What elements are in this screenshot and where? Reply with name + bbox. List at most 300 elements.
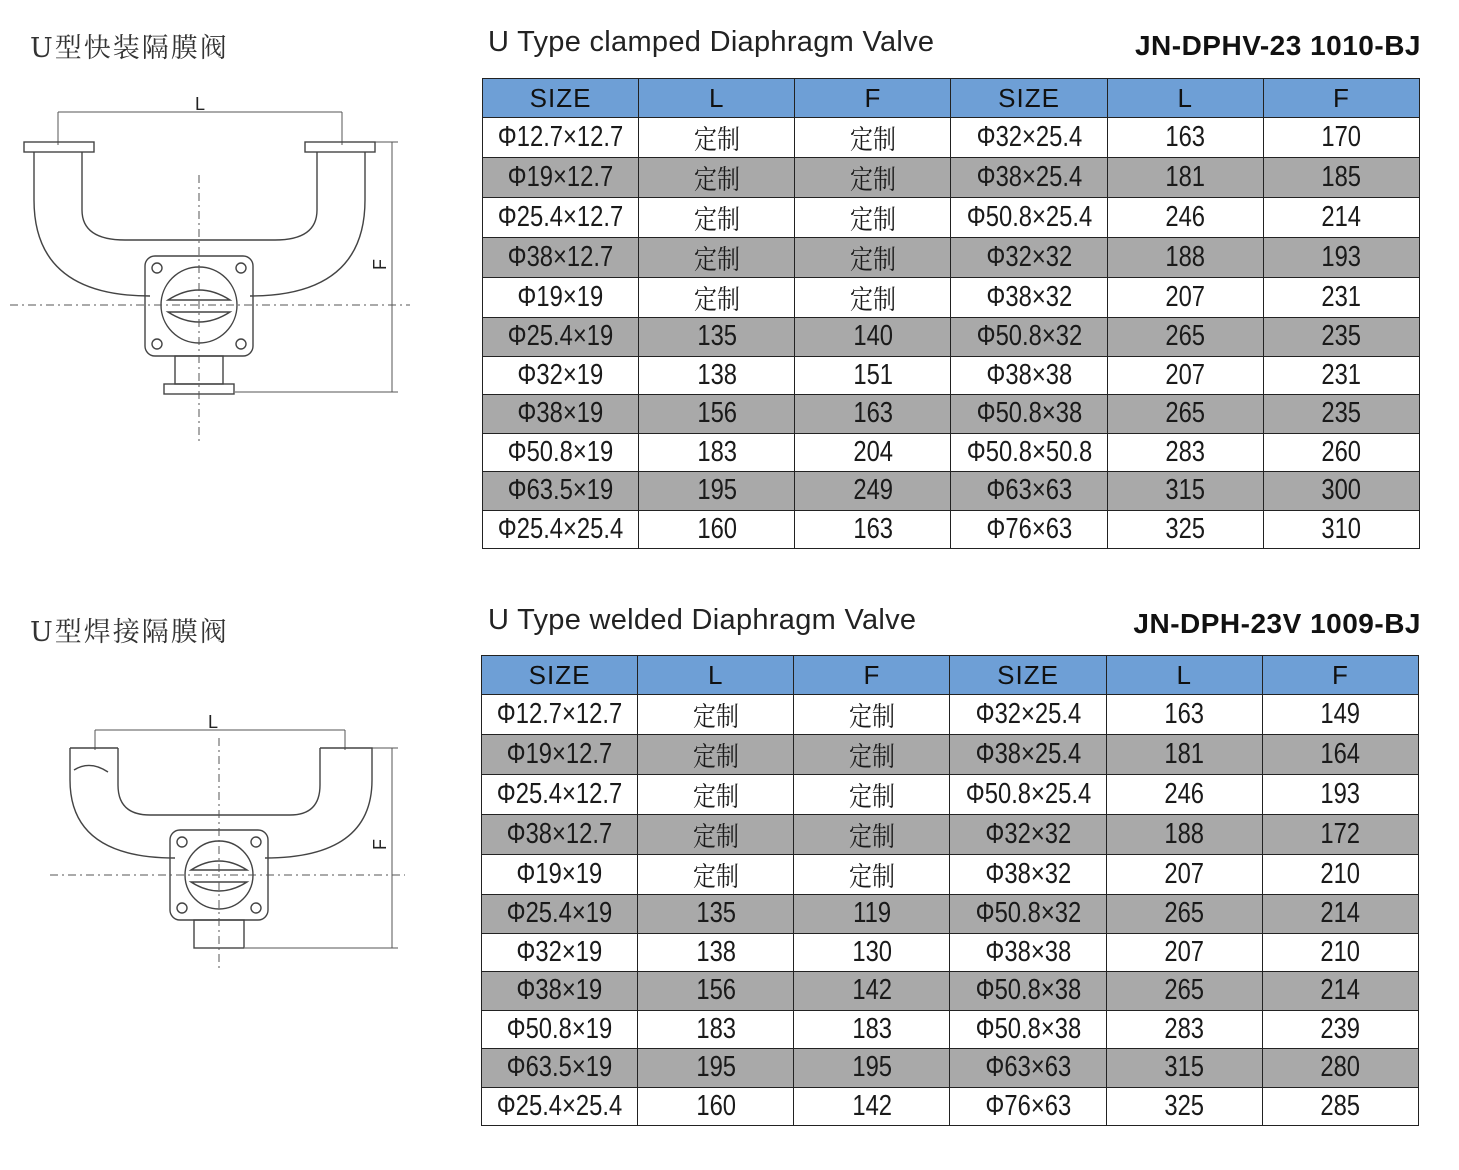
size-cell: [950, 1010, 1106, 1049]
l-cell: [1106, 815, 1262, 855]
dim-label-l: L: [195, 94, 206, 114]
cell-value: 170: [1321, 121, 1362, 153]
cell-value: Φ38×12.7: [506, 818, 613, 850]
size-cell: [483, 158, 639, 198]
f-cell: [795, 356, 951, 395]
cell-value: Φ63×63: [986, 474, 1072, 507]
cell-value: Φ50.8×25.4: [966, 201, 1092, 233]
f-cell: [795, 318, 951, 357]
cell-value: 163: [853, 512, 893, 545]
l-cell: [638, 735, 794, 775]
l-cell: [1106, 1010, 1262, 1049]
size-cell: [950, 695, 1106, 735]
l-cell: [1106, 1087, 1262, 1126]
cell-value: 188: [1165, 241, 1206, 273]
cell-value: 214: [1320, 897, 1361, 930]
cell-value: 188: [1164, 818, 1205, 850]
f-cell: [1263, 118, 1419, 158]
table-row: [482, 815, 1419, 855]
l-cell: [1106, 972, 1262, 1011]
size-cell: [483, 278, 639, 318]
f-cell: [1263, 510, 1419, 549]
cell-value: Φ32×19: [517, 358, 604, 391]
table-row: [483, 510, 1420, 549]
cell-value: Φ50.8×38: [976, 397, 1082, 430]
size-cell: [951, 433, 1107, 472]
l-cell: [639, 472, 795, 511]
cell-value: 定制: [693, 205, 740, 236]
cell-value: Φ25.4×19: [506, 897, 613, 930]
cell-value: 214: [1321, 201, 1362, 233]
size-cell: [482, 815, 638, 855]
table-row: [482, 1087, 1419, 1126]
l-cell: [1106, 855, 1262, 895]
cell-value: 定制: [693, 285, 740, 316]
cell-value: 定制: [693, 165, 740, 196]
size-cell: [951, 318, 1107, 357]
size-cell: [950, 775, 1106, 815]
cell-value: Φ12.7×12.7: [497, 121, 624, 153]
cell-value: 142: [852, 1089, 892, 1122]
cell-value: 207: [1164, 858, 1205, 890]
cell-value: Φ38×12.7: [507, 241, 614, 273]
cell-value: 130: [852, 935, 892, 968]
l-cell: [1107, 472, 1263, 511]
cell-value: Φ32×25.4: [975, 698, 1081, 730]
f-cell: [795, 395, 951, 434]
cell-value: 183: [696, 435, 737, 468]
cell-value: 181: [1164, 738, 1205, 770]
f-cell: [794, 1049, 950, 1088]
l-cell: [639, 356, 795, 395]
f-cell: [794, 1010, 950, 1049]
table-row: [482, 855, 1419, 895]
l-cell: [638, 1087, 794, 1126]
cell-value: Φ76×63: [986, 512, 1072, 545]
size-cell: [951, 198, 1107, 238]
col-header-l: L: [639, 79, 795, 118]
table-row: [483, 158, 1420, 198]
table-row: [483, 433, 1420, 472]
cell-value: 163: [1165, 121, 1206, 153]
f-cell: [1263, 395, 1419, 434]
cell-value: Φ25.4×25.4: [496, 1089, 623, 1122]
model-number: JN-DPH-23V 1009-BJ: [1133, 608, 1421, 639]
cell-value: Φ25.4×12.7: [496, 778, 623, 810]
l-cell: [1106, 735, 1262, 775]
cell-value: 207: [1165, 281, 1206, 313]
table-row: [482, 933, 1419, 972]
l-cell: [1106, 895, 1262, 934]
size-cell: [951, 395, 1107, 434]
l-cell: [1107, 433, 1263, 472]
l-cell: [638, 855, 794, 895]
size-cell: [482, 1049, 638, 1088]
cell-value: 285: [1320, 1089, 1361, 1122]
l-cell: [638, 972, 794, 1011]
size-cell: [482, 933, 638, 972]
col-header-l: L: [638, 656, 794, 695]
cell-value: 246: [1165, 201, 1206, 233]
size-cell: [483, 118, 639, 158]
cell-value: 定制: [693, 245, 740, 276]
l-cell: [638, 775, 794, 815]
size-cell: [483, 433, 639, 472]
f-cell: [795, 278, 951, 318]
cell-value: Φ32×19: [516, 935, 603, 968]
cell-value: Φ38×38: [986, 358, 1072, 391]
cell-value: Φ19×19: [516, 858, 603, 890]
cell-value: Φ38×38: [985, 935, 1071, 968]
l-cell: [638, 815, 794, 855]
f-cell: [1262, 1049, 1418, 1088]
l-cell: [639, 433, 795, 472]
f-cell: [1263, 198, 1419, 238]
col-header-f: F: [1263, 79, 1419, 118]
f-cell: [1263, 318, 1419, 357]
cell-value: 163: [1164, 698, 1205, 730]
cell-value: 定制: [848, 782, 895, 813]
f-cell: [795, 433, 951, 472]
table-row: [482, 695, 1419, 735]
cell-value: 315: [1165, 474, 1206, 507]
f-cell: [794, 972, 950, 1011]
cell-value: 135: [695, 897, 736, 930]
f-cell: [1262, 972, 1418, 1011]
f-cell: [1263, 238, 1419, 278]
col-header-l: L: [1106, 656, 1262, 695]
cell-value: 235: [1321, 320, 1362, 353]
l-cell: [639, 158, 795, 198]
f-cell: [794, 695, 950, 735]
f-cell: [1262, 1010, 1418, 1049]
f-cell: [795, 158, 951, 198]
cell-value: 160: [695, 1089, 736, 1122]
cell-value: 207: [1164, 935, 1205, 968]
table-row: [483, 318, 1420, 357]
f-cell: [794, 895, 950, 934]
cn-title: U型焊接隔膜阀: [30, 617, 229, 648]
cell-value: 300: [1321, 474, 1362, 507]
size-cell: [483, 356, 639, 395]
clamped-valve-drawing: [0, 0, 470, 470]
size-cell: [483, 198, 639, 238]
col-header-l: L: [1107, 79, 1263, 118]
cell-value: Φ19×12.7: [506, 738, 613, 770]
f-cell: [1263, 472, 1419, 511]
cell-value: 195: [695, 1051, 736, 1084]
size-cell: [951, 118, 1107, 158]
en-title: U Type welded Diaphragm Valve: [488, 604, 917, 636]
cell-value: 定制: [848, 702, 895, 733]
cell-value: 定制: [692, 822, 739, 853]
cell-value: 119: [852, 897, 891, 930]
f-cell: [795, 118, 951, 158]
table-row: [483, 278, 1420, 318]
l-cell: [1107, 198, 1263, 238]
cell-value: Φ50.8×19: [507, 435, 614, 468]
cell-value: 定制: [849, 205, 896, 236]
cell-value: 193: [1321, 241, 1362, 273]
cell-value: 定制: [849, 125, 896, 156]
cell-value: 185: [1321, 161, 1362, 193]
l-cell: [1106, 933, 1262, 972]
cell-value: 142: [852, 974, 892, 1007]
cell-value: 172: [1320, 818, 1361, 850]
dim-label-f: F: [370, 839, 390, 850]
size-cell: [950, 815, 1106, 855]
f-cell: [794, 855, 950, 895]
cell-value: Φ50.8×38: [975, 1012, 1081, 1045]
cell-value: 定制: [849, 245, 896, 276]
size-cell: [482, 1010, 638, 1049]
f-cell: [794, 815, 950, 855]
cell-value: 定制: [848, 822, 895, 853]
cell-value: Φ38×19: [517, 397, 604, 430]
size-cell: [482, 695, 638, 735]
size-cell: [951, 278, 1107, 318]
f-cell: [794, 933, 950, 972]
table-header-row: [482, 656, 1419, 695]
cell-value: 231: [1321, 358, 1362, 391]
f-cell: [795, 472, 951, 511]
cell-value: Φ38×19: [516, 974, 603, 1007]
cell-value: 265: [1165, 397, 1206, 430]
size-cell: [951, 356, 1107, 395]
size-cell: [950, 855, 1106, 895]
l-cell: [1107, 278, 1263, 318]
l-cell: [639, 238, 795, 278]
l-cell: [1107, 238, 1263, 278]
l-cell: [1107, 510, 1263, 549]
cell-value: Φ38×32: [985, 858, 1071, 890]
f-cell: [1263, 158, 1419, 198]
cell-value: 定制: [692, 862, 739, 893]
cell-value: 207: [1165, 358, 1206, 391]
col-header-f: F: [1262, 656, 1418, 695]
cell-value: Φ50.8×19: [506, 1012, 613, 1045]
f-cell: [1262, 815, 1418, 855]
size-cell: [483, 510, 639, 549]
col-header-size: SIZE: [951, 79, 1107, 118]
l-cell: [638, 933, 794, 972]
cell-value: Φ38×25.4: [975, 738, 1081, 770]
f-cell: [1263, 278, 1419, 318]
size-cell: [950, 1049, 1106, 1088]
cell-value: Φ12.7×12.7: [496, 698, 623, 730]
cell-value: 183: [852, 1012, 892, 1045]
cell-value: 定制: [692, 742, 739, 773]
f-cell: [1262, 775, 1418, 815]
spec-table-clamped: [482, 78, 1420, 549]
l-cell: [638, 895, 794, 934]
cell-value: 283: [1165, 435, 1206, 468]
cell-value: 231: [1321, 281, 1362, 313]
table-row: [483, 356, 1420, 395]
f-cell: [1262, 695, 1418, 735]
cell-value: 135: [696, 320, 737, 353]
welded-valve-drawing: [0, 690, 470, 1090]
l-cell: [639, 198, 795, 238]
cell-value: Φ25.4×25.4: [497, 512, 624, 545]
f-cell: [1262, 895, 1418, 934]
cell-value: Φ38×25.4: [976, 161, 1082, 193]
size-cell: [483, 395, 639, 434]
table-row: [482, 735, 1419, 775]
l-cell: [638, 1049, 794, 1088]
f-cell: [1262, 735, 1418, 775]
cell-value: 246: [1164, 778, 1205, 810]
f-cell: [795, 238, 951, 278]
cell-value: 156: [695, 974, 736, 1007]
cell-value: 265: [1164, 974, 1205, 1007]
cell-value: 204: [853, 435, 893, 468]
cell-value: 210: [1320, 935, 1361, 968]
cell-value: 149: [1320, 698, 1361, 730]
dim-label-f: F: [370, 259, 390, 270]
spec-table-welded: [481, 655, 1419, 1126]
cell-value: 163: [853, 397, 893, 430]
en-title: U Type clamped Diaphragm Valve: [488, 26, 935, 58]
cell-value: 定制: [848, 862, 895, 893]
size-cell: [482, 972, 638, 1011]
cell-value: 193: [1320, 778, 1361, 810]
f-cell: [1262, 933, 1418, 972]
size-cell: [951, 510, 1107, 549]
cell-value: Φ32×32: [985, 818, 1071, 850]
f-cell: [794, 775, 950, 815]
cell-value: Φ76×63: [985, 1089, 1071, 1122]
cell-value: 定制: [692, 702, 739, 733]
cell-value: 138: [696, 358, 737, 391]
cell-value: 315: [1164, 1051, 1205, 1084]
cell-value: 235: [1321, 397, 1362, 430]
size-cell: [482, 895, 638, 934]
cell-value: 283: [1164, 1012, 1205, 1045]
size-cell: [951, 472, 1107, 511]
cell-value: 325: [1165, 512, 1206, 545]
l-cell: [1106, 1049, 1262, 1088]
size-cell: [950, 972, 1106, 1011]
cell-value: 181: [1165, 161, 1206, 193]
size-cell: [482, 775, 638, 815]
dim-label-l: L: [208, 712, 219, 732]
size-cell: [482, 855, 638, 895]
col-header-size: SIZE: [482, 656, 638, 695]
cell-value: 214: [1320, 974, 1361, 1007]
cell-value: Φ25.4×12.7: [497, 201, 624, 233]
cell-value: Φ19×12.7: [507, 161, 614, 193]
size-cell: [950, 1087, 1106, 1126]
l-cell: [1107, 318, 1263, 357]
cell-value: Φ63.5×19: [506, 1051, 613, 1084]
cell-value: 265: [1164, 897, 1205, 930]
f-cell: [795, 198, 951, 238]
cell-value: 195: [852, 1051, 892, 1084]
cell-value: 156: [696, 397, 737, 430]
cell-value: Φ32×32: [986, 241, 1072, 273]
table-row: [482, 895, 1419, 934]
cell-value: Φ63.5×19: [507, 474, 614, 507]
table-row: [483, 472, 1420, 511]
cell-value: Φ50.8×32: [976, 320, 1082, 353]
l-cell: [639, 118, 795, 158]
cell-value: 310: [1321, 512, 1362, 545]
cell-value: 定制: [692, 782, 739, 813]
size-cell: [483, 472, 639, 511]
cell-value: 140: [853, 320, 893, 353]
f-cell: [1263, 433, 1419, 472]
l-cell: [638, 695, 794, 735]
model-number: JN-DPHV-23 1010-BJ: [1134, 30, 1421, 61]
f-cell: [1262, 1087, 1418, 1126]
l-cell: [1107, 158, 1263, 198]
l-cell: [1106, 775, 1262, 815]
l-cell: [639, 395, 795, 434]
cell-value: 210: [1320, 858, 1361, 890]
cell-value: 260: [1321, 435, 1362, 468]
cell-value: Φ50.8×38: [975, 974, 1081, 1007]
size-cell: [950, 933, 1106, 972]
l-cell: [1107, 356, 1263, 395]
cn-title: U型快装隔膜阀: [30, 33, 229, 64]
f-cell: [794, 735, 950, 775]
l-cell: [638, 1010, 794, 1049]
size-cell: [483, 238, 639, 278]
size-cell: [483, 318, 639, 357]
table-header-row: [483, 79, 1420, 118]
l-cell: [1107, 118, 1263, 158]
cell-value: 138: [695, 935, 736, 968]
size-cell: [950, 735, 1106, 775]
cell-value: 定制: [693, 125, 740, 156]
l-cell: [639, 318, 795, 357]
size-cell: [951, 158, 1107, 198]
table-row: [482, 1049, 1419, 1088]
f-cell: [795, 510, 951, 549]
table-row: [482, 1010, 1419, 1049]
cell-value: 定制: [849, 285, 896, 316]
size-cell: [482, 735, 638, 775]
cell-value: 定制: [848, 742, 895, 773]
cell-value: Φ32×25.4: [976, 121, 1082, 153]
cell-value: 325: [1164, 1089, 1205, 1122]
cell-value: Φ19×19: [517, 281, 604, 313]
col-header-f: F: [794, 656, 950, 695]
table-row: [483, 238, 1420, 278]
table-row: [483, 118, 1420, 158]
cell-value: 183: [695, 1012, 736, 1045]
col-header-size: SIZE: [483, 79, 639, 118]
f-cell: [1262, 855, 1418, 895]
cell-value: 280: [1320, 1051, 1361, 1084]
size-cell: [482, 1087, 638, 1126]
table-row: [482, 972, 1419, 1011]
col-header-f: F: [795, 79, 951, 118]
table-row: [482, 775, 1419, 815]
cell-value: Φ38×32: [986, 281, 1072, 313]
size-cell: [951, 238, 1107, 278]
cell-value: 164: [1320, 738, 1361, 770]
cell-value: 195: [696, 474, 737, 507]
size-cell: [950, 895, 1106, 934]
table-row: [483, 198, 1420, 238]
f-cell: [794, 1087, 950, 1126]
l-cell: [1107, 395, 1263, 434]
l-cell: [1106, 695, 1262, 735]
f-cell: [1263, 356, 1419, 395]
cell-value: 定制: [849, 165, 896, 196]
